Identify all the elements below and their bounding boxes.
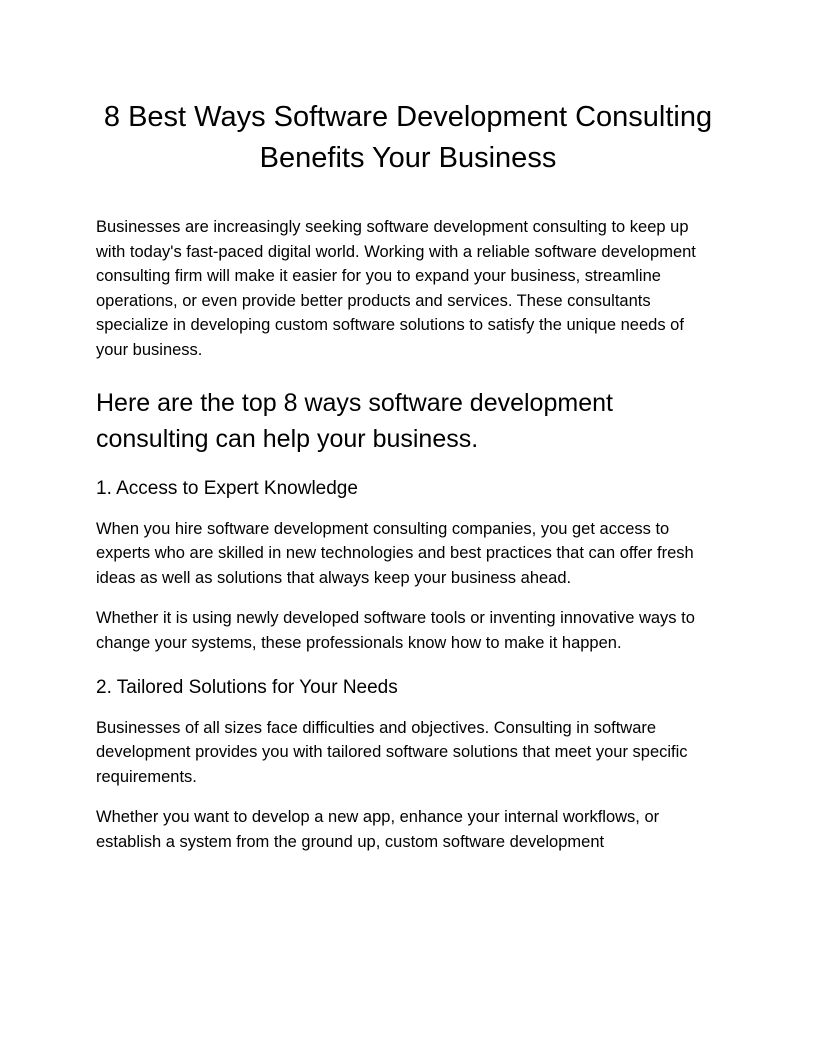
item-1-paragraph-1: When you hire software development consulting companies, you get access to experts who are skilled in new technologies and best practices that can offer fresh ideas as well as solutions that always keep your business ahead. bbox=[96, 519, 694, 587]
intro-paragraph: Businesses are increasingly seeking software development consulting to keep up with today's fast-paced digital world. Working with a reliable software development consulting firm will make it easier for you to expand your business, streamline operations, or even provide better products and services. These consultants specialize in developing custom software solutions to satisfy the unique needs of your business. bbox=[96, 218, 696, 359]
item-2-paragraph-2: Whether you want to develop a new app, enhance your internal workflows, or establish a system from the ground up, custom software development bbox=[96, 808, 660, 851]
item-heading-1: 1. Access to Expert Knowledge bbox=[96, 477, 358, 499]
item-heading-2: 2. Tailored Solutions for Your Needs bbox=[96, 676, 398, 698]
section-heading: Here are the top 8 ways software development consulting can help your business. bbox=[96, 388, 613, 453]
item-2-paragraph-1: Businesses of all sizes face difficulties and objectives. Consulting in software development provides you with tailored software solutions that meet your specific requirements. bbox=[96, 718, 688, 786]
document-page bbox=[96, 0, 720, 855]
document-title: 8 Best Ways Software Development Consulting Benefits Your Business bbox=[103, 101, 713, 174]
item-1-paragraph-2: Whether it is using newly developed software tools or inventing innovative ways to change your systems, these professionals know how to make it happen. bbox=[96, 609, 695, 652]
